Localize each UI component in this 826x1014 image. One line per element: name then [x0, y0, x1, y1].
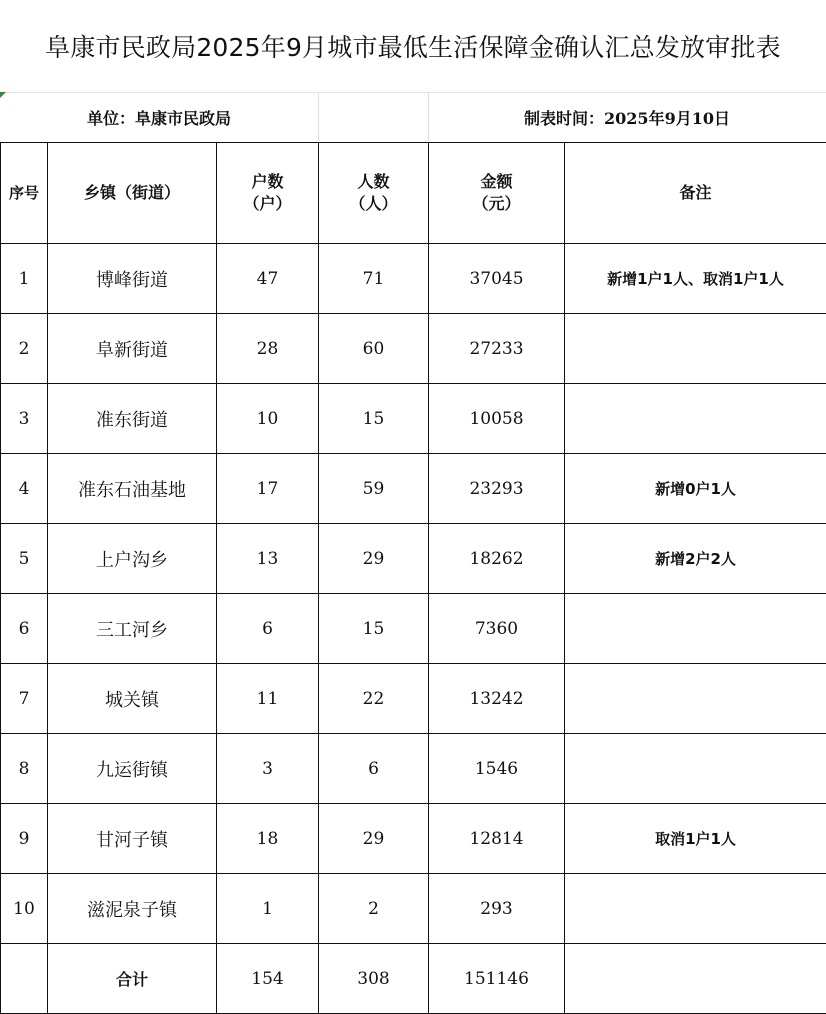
cell-people: 60 [319, 314, 429, 384]
cell-note [565, 874, 826, 944]
cell-seq: 10 [1, 874, 48, 944]
date-label: 制表时间：2025年9月10日 [524, 108, 730, 128]
cell-seq: 1 [1, 244, 48, 314]
header-people-line1: 人数 [357, 172, 390, 191]
cell-households: 10 [217, 384, 319, 454]
header-town: 乡镇（街道） [48, 143, 217, 244]
cell-town: 上户沟乡 [48, 524, 217, 594]
table-row [1, 664, 826, 734]
table-row [1, 384, 826, 454]
cell-town: 阜新街道 [48, 314, 217, 384]
header-seq: 序号 [1, 143, 48, 244]
cell-town: 博峰街道 [48, 244, 217, 314]
unit-label: 单位：阜康市民政局 [86, 108, 231, 128]
cell-people: 15 [319, 594, 429, 664]
cell-amount: 1546 [429, 734, 565, 804]
header-households-line1: 户数 [251, 172, 284, 191]
table-row [1, 314, 826, 384]
info-divider [318, 92, 319, 142]
cell-amount: 10058 [429, 384, 565, 454]
cell-town: 九运街镇 [48, 734, 217, 804]
cell-note [565, 594, 826, 664]
header-people [319, 143, 429, 244]
cell-town: 准东街道 [48, 384, 217, 454]
header-amount-line1: 金额 [480, 172, 513, 191]
table-header-row [1, 143, 826, 244]
cell-households: 1 [217, 874, 319, 944]
cell-note: 新增2户2人 [565, 524, 826, 594]
header-amount-line2: （元） [472, 194, 521, 213]
cell-seq-empty [1, 944, 48, 1014]
table-row [1, 804, 826, 874]
table-row [1, 874, 826, 944]
page-title: 阜康市民政局2025年9月城市最低生活保障金确认汇总发放审批表 [45, 33, 781, 62]
cell-town: 城关镇 [48, 664, 217, 734]
cell-households: 28 [217, 314, 319, 384]
cell-seq: 5 [1, 524, 48, 594]
cell-people: 29 [319, 804, 429, 874]
cell-households: 13 [217, 524, 319, 594]
cell-note [565, 384, 826, 454]
cell-amount: 37045 [429, 244, 565, 314]
cell-households: 6 [217, 594, 319, 664]
cell-households: 18 [217, 804, 319, 874]
total-row [1, 944, 826, 1014]
cell-people: 15 [319, 384, 429, 454]
table-row [1, 244, 826, 314]
cell-amount: 293 [429, 874, 565, 944]
cell-people: 71 [319, 244, 429, 314]
header-people-line2: （人） [349, 194, 398, 213]
cell-people: 22 [319, 664, 429, 734]
cell-households: 47 [217, 244, 319, 314]
total-note [565, 944, 826, 1014]
cell-amount: 7360 [429, 594, 565, 664]
total-label: 合计 [48, 944, 217, 1014]
cell-seq: 6 [1, 594, 48, 664]
cell-note [565, 664, 826, 734]
summary-table [0, 142, 826, 1014]
total-households: 154 [217, 944, 319, 1014]
cell-seq: 9 [1, 804, 48, 874]
header-households-line2: （户） [243, 194, 292, 213]
cell-note [565, 314, 826, 384]
cell-town: 准东石油基地 [48, 454, 217, 524]
title-bar [0, 0, 826, 93]
cell-town: 甘河子镇 [48, 804, 217, 874]
cell-note [565, 734, 826, 804]
header-amount [429, 143, 565, 244]
table-row [1, 524, 826, 594]
cell-households: 11 [217, 664, 319, 734]
total-amount: 151146 [429, 944, 565, 1014]
cell-note: 新增1户1人、取消1户1人 [565, 244, 826, 314]
cell-amount: 12814 [429, 804, 565, 874]
cell-amount: 23293 [429, 454, 565, 524]
cell-seq: 7 [1, 664, 48, 734]
header-note: 备注 [565, 143, 826, 244]
cell-seq: 4 [1, 454, 48, 524]
cell-people: 6 [319, 734, 429, 804]
cell-people: 29 [319, 524, 429, 594]
cell-people: 2 [319, 874, 429, 944]
total-people: 308 [319, 944, 429, 1014]
cell-amount: 27233 [429, 314, 565, 384]
cell-town: 三工河乡 [48, 594, 217, 664]
cell-seq: 2 [1, 314, 48, 384]
cell-note: 取消1户1人 [565, 804, 826, 874]
cell-note: 新增0户1人 [565, 454, 826, 524]
cell-seq: 8 [1, 734, 48, 804]
table-row [1, 734, 826, 804]
cell-amount: 18262 [429, 524, 565, 594]
info-row [0, 92, 826, 143]
table-row [1, 594, 826, 664]
header-households [217, 143, 319, 244]
cell-people: 59 [319, 454, 429, 524]
cell-town: 滋泥泉子镇 [48, 874, 217, 944]
cell-amount: 13242 [429, 664, 565, 734]
cell-households: 3 [217, 734, 319, 804]
cell-seq: 3 [1, 384, 48, 454]
table-row [1, 454, 826, 524]
cell-households: 17 [217, 454, 319, 524]
